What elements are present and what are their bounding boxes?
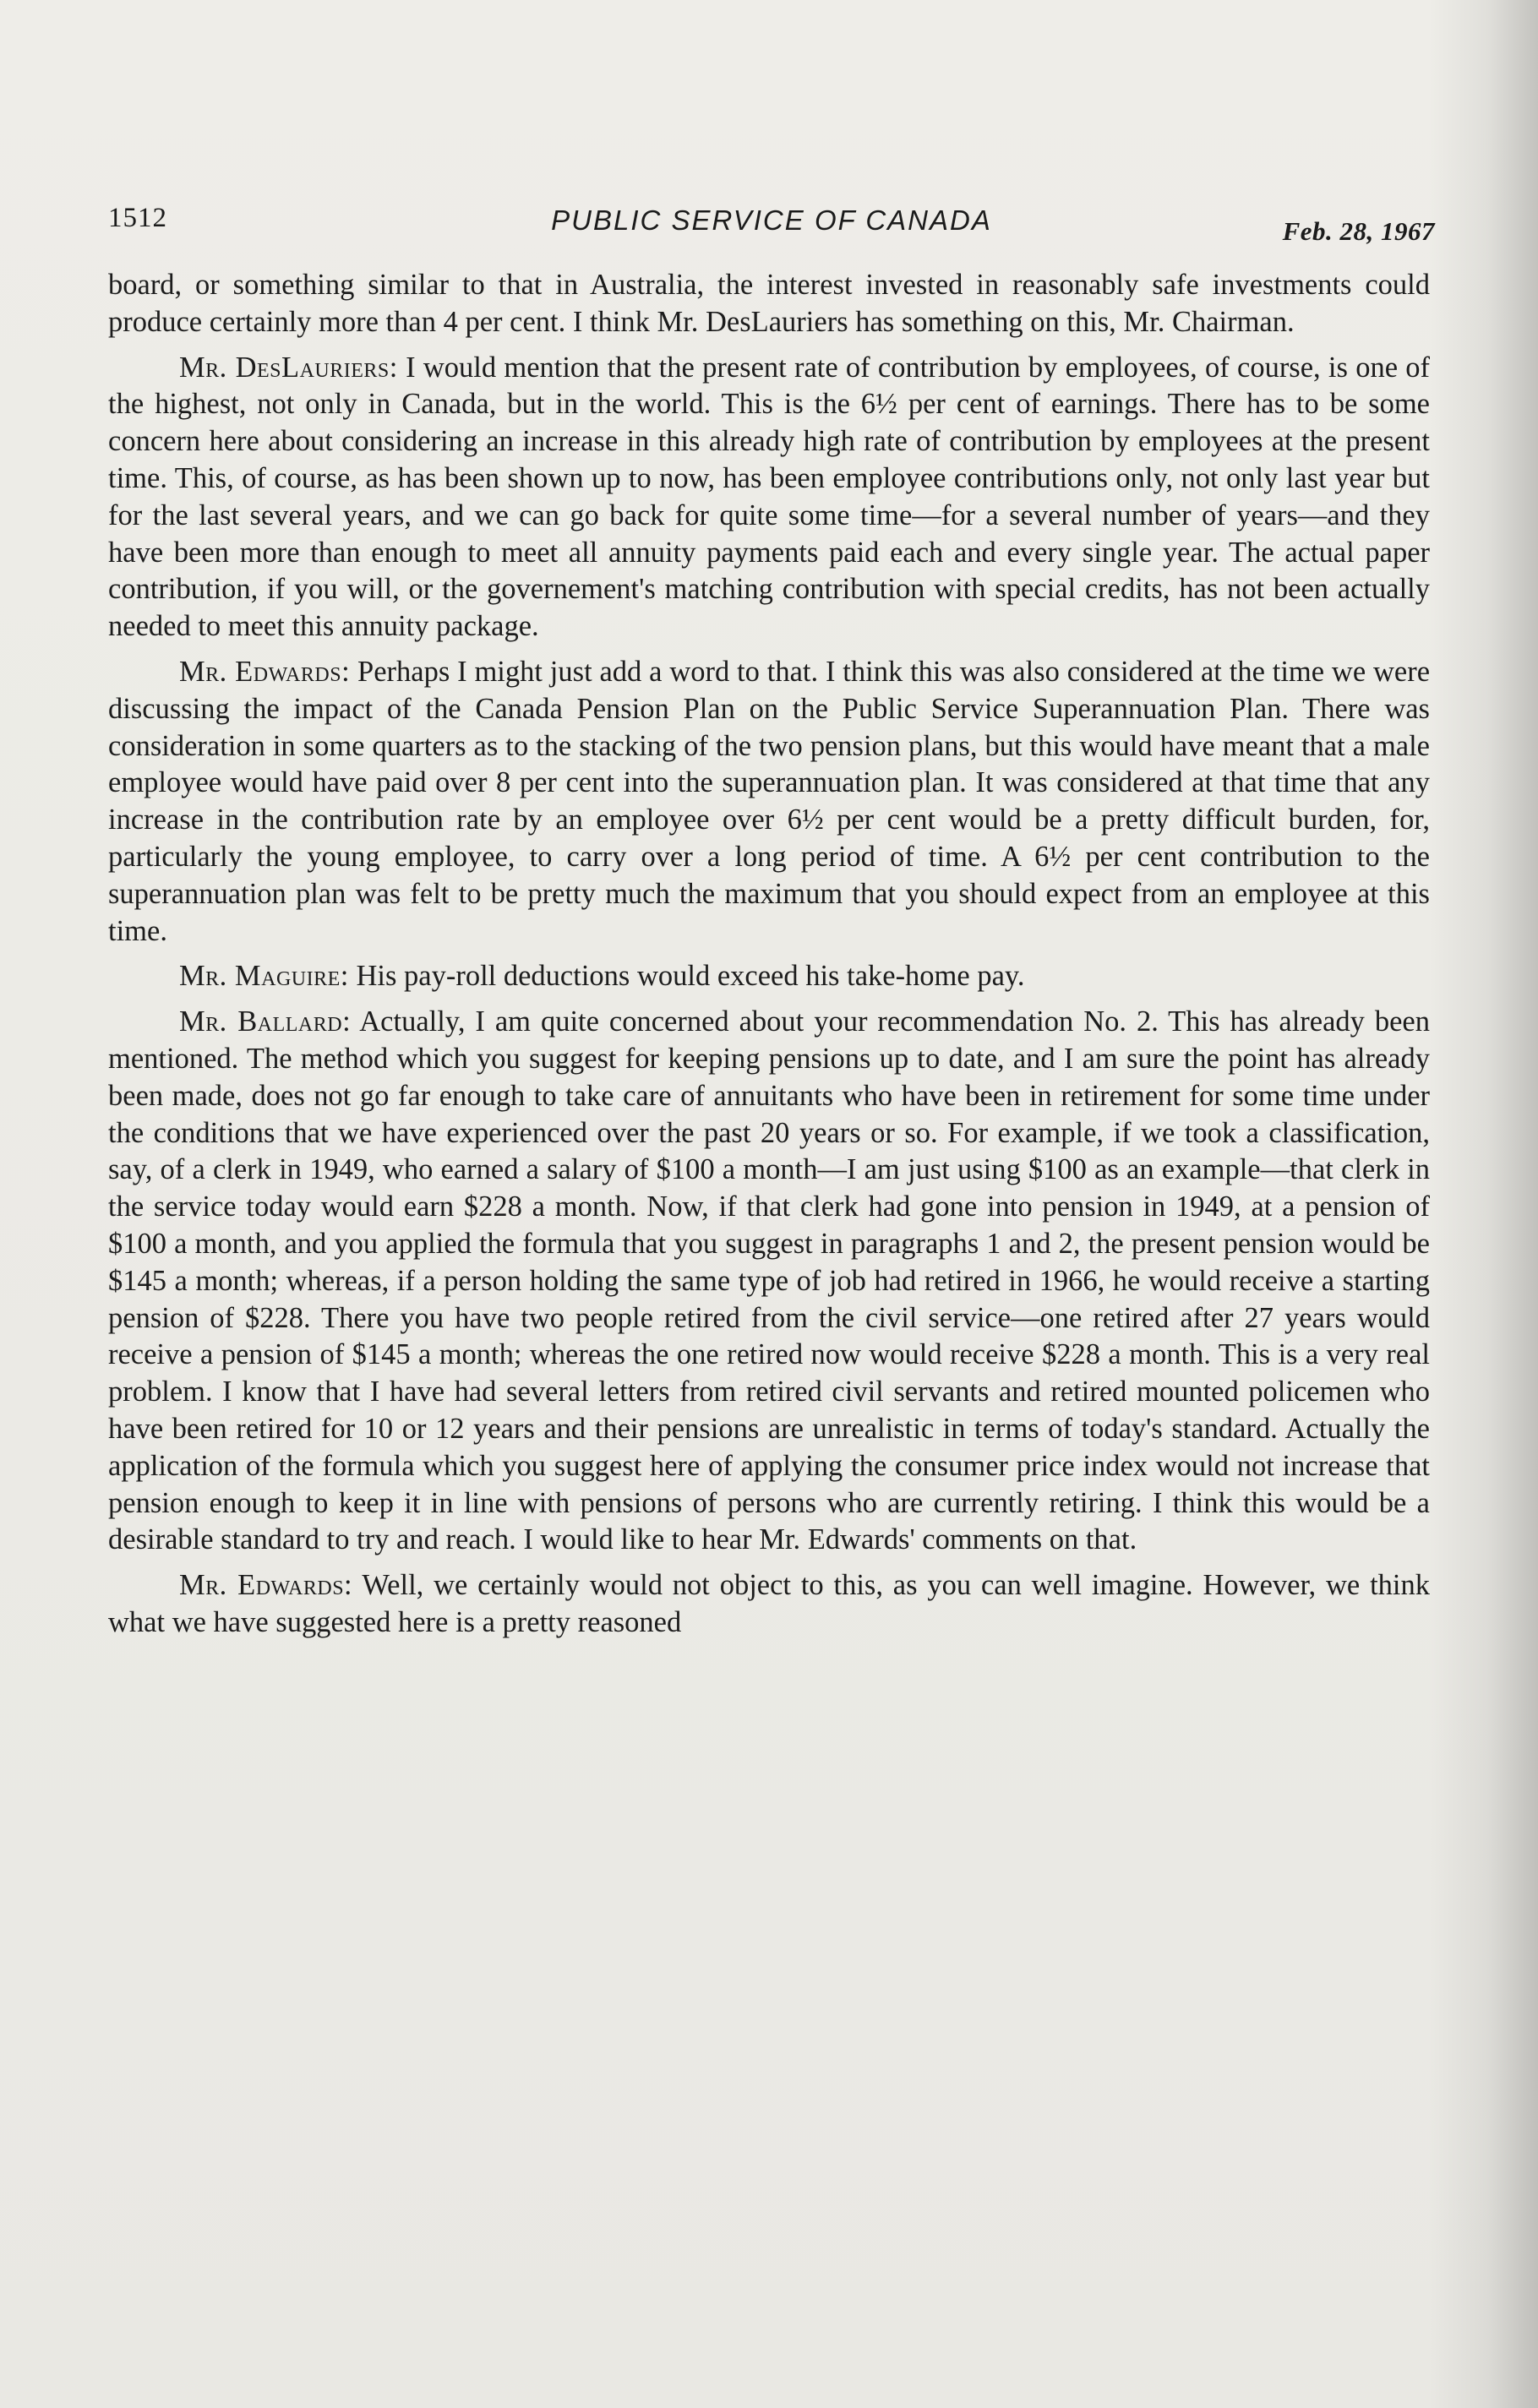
paragraph-text: Perhaps I might just add a word to that. I think this was also considered at the time we were discussing the impact of the Canada Pension Plan on the Public Service Superannuation Plan. There was consideration in some quarters as to the stacking of the two pension plans, but this would have meant that a male employee would have paid over 8 per cent into the superannuation plan. It was considered at that time that any increase in the contribution rate by an employee over 6½ per cent would be a pretty difficult burden, for, particularly the young employee, to carry over a long period of time. A 6½ per cent contribution to the superannuation plan was felt to be pretty much the maximum that you should expect from an employee at this time. <box>108 655 1431 947</box>
paragraph-deslauriers <box>108 350 1430 646</box>
paragraph-continuation <box>108 267 1430 341</box>
speaker-name: Mr. DesLauriers: <box>179 351 398 384</box>
paragraph-text: Well, we certainly would not object to this, as you can well imagine. However, we think what we have suggested here is a pretty reasoned <box>108 1569 1430 1638</box>
page-number: 1512 <box>108 203 167 233</box>
paragraph-text: I would mention that the present rate of contribution by employees, of course, is one of the highest, not only in Canada, but in the world. This is the 6½ per cent of earnings. There has to be some concern here about considering an increase in this already high rate of contribution by employees at the present time. This, of course, as has been shown up to now, has been employee contributions only, not only last year but for the last several years, and we can go back for quite some time—for a several number of years—and they have been more than enough to meet all annuity payments paid each and every single year. The actual paper contribution, if you will, or the governement's matching contribution with special credits, has not been actually needed to meet this annuity package. <box>108 351 1431 643</box>
page-header <box>108 196 1435 247</box>
paragraph-text: His pay-roll deductions would exceed his take-home pay. <box>356 960 1025 993</box>
speaker-name: Mr. Ballard: <box>179 1005 352 1038</box>
paragraph-edwards <box>108 654 1430 950</box>
speaker-name: Mr. Edwards: <box>179 655 351 688</box>
paragraph-ballard <box>108 1004 1430 1559</box>
running-title: PUBLIC SERVICE OF CANADA <box>551 204 992 236</box>
header-date: Feb. 28, 1967 <box>1282 216 1435 246</box>
paragraph-edwards-reply <box>108 1567 1430 1642</box>
paragraph-text: board, or something similar to that in Australia, the interest invested in reasonably safe investments could produce certainly more than 4 per cent. I think Mr. DesLauriers has something on this, Mr. Chairman. <box>108 269 1430 338</box>
speaker-name: Mr. Edwards: <box>179 1569 353 1602</box>
page-body <box>108 267 1430 1650</box>
paragraph-maguire <box>108 958 1430 995</box>
speaker-name: Mr. Maguire: <box>179 960 349 993</box>
paragraph-text: Actually, I am quite concerned about your recommendation No. 2. This has already been mentioned. The method which you suggest for keeping pensions up to date, and I am sure the point has already been made, does not go far enough to take care of annuitants who have been in retirement for some time under the conditions that we have experienced over the past 20 years or so. For example, if we took a classification, say, of a clerk in 1949, who earned a salary of $100 a month—I am just using $100 as an example—that clerk in the service today would earn $228 a month. Now, if that clerk had gone into pension in 1949, at a pension of $100 a month, and you applied the formula that you suggest in paragraphs 1 and 2, the present pension would be $145 a month; whereas, if a person holding the same type of job had retired in 1966, he would receive a starting pension of $228. There you have two people retired from the civil service—one retired after 27 years would receive a pension of $145 a month; whereas the one retired now would receive $228 a month. This is a very real problem. I know that I have had several letters from retired civil servants and retired mounted policemen who have been retired for 10 or 12 years and their pensions are unrealistic in terms of today's standard. Actually the application of the formula which you suggest here of applying the consumer price index would not increase that pension enough to keep it in line with pensions of persons who are currently retiring. I think this would be a desirable standard to try and reach. I would like to hear Mr. Edwards' comments on that. <box>108 1005 1430 1556</box>
